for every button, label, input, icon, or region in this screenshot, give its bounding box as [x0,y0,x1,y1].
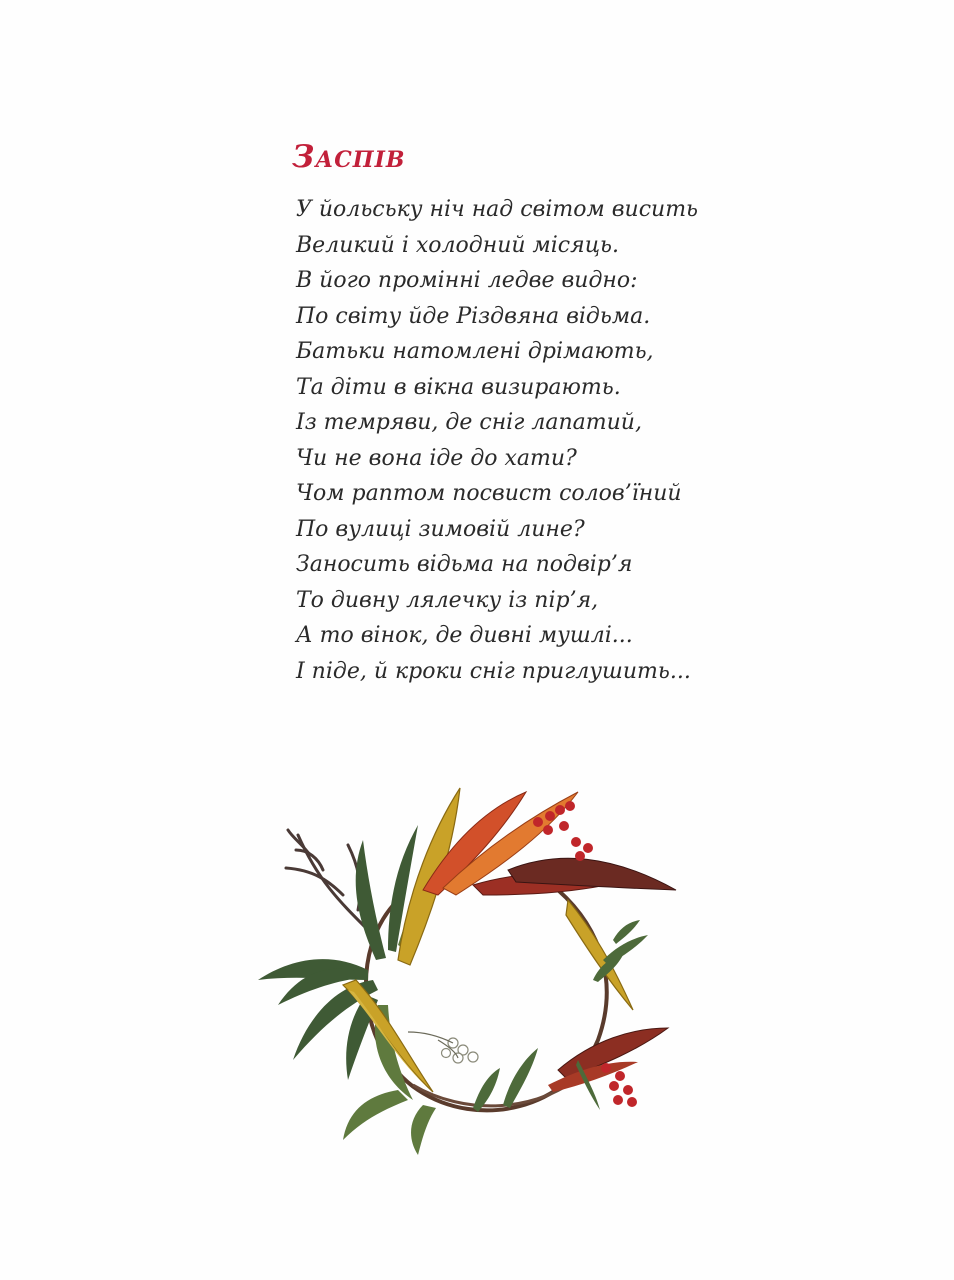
poem-text [296,192,698,689]
poem-line: Чом раптом посвист солов’їний [296,481,682,506]
poem-line: Із темряви, де сніг лапатий, [296,410,642,435]
poem-line: По світу йде Різдвяна відьма. [296,303,651,329]
poem-title: Заспів [292,139,406,175]
poem-line: Великий і холодний місяць. [296,232,620,258]
poem-line: Та діти в вікна визирають. [296,374,621,400]
poem-line: То дивну лялечку із пір’я, [296,587,599,613]
feather-wreath-icon [248,770,688,1170]
poem-line: В його промінні ледве видно: [296,268,638,293]
poem-line: По вулиці зимовій лине? [296,516,585,542]
poem-line: Батьки натомлені дрімають, [296,339,654,364]
poem-line: Заносить відьма на подвір’я [296,552,633,577]
poem-line: У йольську ніч над світом висить [296,197,699,222]
poem-line: Чи не вона іде до хати? [296,445,577,471]
poem-line: А то вінок, де дивні мушлі... [296,623,633,648]
poem-line: І піде, й кроки сніг приглушить... [296,658,691,684]
